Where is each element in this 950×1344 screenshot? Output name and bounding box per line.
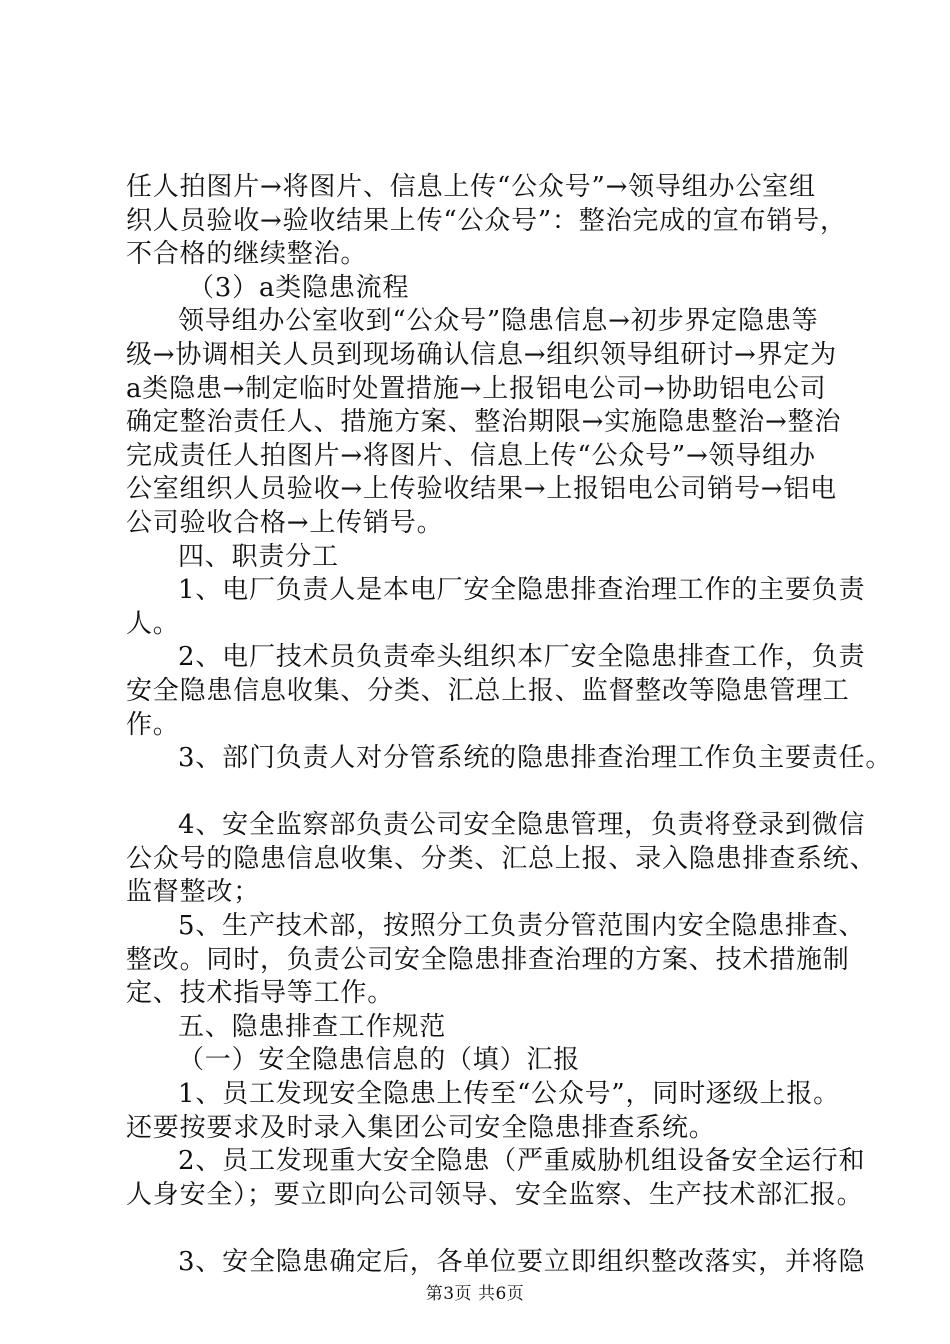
paragraph-gap bbox=[126, 776, 846, 810]
text-line: 公众号的隐患信息收集、分类、汇总上报、录入隐患排查系统、 bbox=[126, 843, 877, 874]
text-line: 级→协调相关人员到现场确认信息→组织领导组研讨→界定为 bbox=[126, 339, 837, 370]
text-line: 2、员工发现重大安全隐患（严重威胁机组设备安全运行和 bbox=[178, 1146, 866, 1177]
text-line: 确定整治责任人、措施方案、整治期限→实施隐患整治→整治 bbox=[126, 407, 842, 438]
subsection-heading-reporting: （一）安全隐患信息的（填）汇报 bbox=[178, 1045, 581, 1076]
page-number-footer: 第3页 共6页 bbox=[425, 1284, 525, 1304]
text-line: 完成责任人拍图片→将图片、信息上传“公众号”→领导组办 bbox=[126, 440, 816, 471]
text-line: 2、电厂技术员负责牵头组织本厂安全隐患排查工作，负责 bbox=[178, 642, 866, 673]
text-line: 织人员验收→验收结果上传“公众号”：整治完成的宣布销号， bbox=[126, 205, 847, 236]
section-heading-duties: 四、职责分工 bbox=[178, 541, 339, 572]
text-line: 1、员工发现安全隐患上传至“公众号”，同时逐级上报。 bbox=[178, 1079, 840, 1110]
text-line: 1、电厂负责人是本电厂安全隐患排查治理工作的主要负责 bbox=[178, 575, 866, 606]
text-line: 公司验收合格→上传销号。 bbox=[126, 507, 444, 538]
section-heading-a-class-process: （3）a类隐患流程 bbox=[188, 272, 410, 303]
text-line: 5、生产技术部，按照分工负责分管范围内安全隐患排查、 bbox=[178, 911, 866, 942]
text-line: 作。 bbox=[126, 709, 180, 740]
text-line: 安全隐患信息收集、分类、汇总上报、监督整改等隐患管理工 bbox=[126, 675, 850, 706]
text-line: 监督整改； bbox=[126, 877, 261, 908]
text-line: 人。 bbox=[126, 608, 180, 639]
text-line: 3、部门负责人对分管系统的隐患排查治理工作负主要责任。 bbox=[178, 743, 893, 774]
text-line: 任人拍图片→将图片、信息上传“公众号”→领导组办公室组 bbox=[126, 172, 816, 202]
text-line: 公室组织人员验收→上传验收结果→上报铝电公司销号→铝电 bbox=[126, 474, 837, 505]
text-line: a类隐患→制定临时处置措施→上报铝电公司→协助铝电公司 bbox=[126, 373, 827, 404]
text-line: 人身安全）；要立即向公司领导、安全监察、生产技术部汇报。 bbox=[126, 1179, 864, 1210]
text-line: 4、安全监察部负责公司安全隐患管理，负责将登录到微信 bbox=[178, 810, 866, 841]
text-line: 3、安全隐患确定后，各单位要立即组织整改落实，并将隐 bbox=[178, 1247, 866, 1277]
text-line: 还要按要求及时录入集团公司安全隐患排查系统。 bbox=[126, 1112, 716, 1143]
document-body bbox=[126, 171, 893, 1280]
text-line: 定、技术指导等工作。 bbox=[126, 978, 395, 1009]
text-line: 不合格的继续整治。 bbox=[126, 239, 368, 270]
paragraph-gap bbox=[126, 1212, 846, 1246]
section-heading-inspection-norms: 五、隐患排查工作规范 bbox=[178, 1011, 447, 1042]
text-line: 整改。同时，负责公司安全隐患排查治理的方案、技术措施制 bbox=[126, 944, 850, 975]
text-line: 领导组办公室收到“公众号”隐患信息→初步界定隐患等 bbox=[178, 306, 819, 337]
